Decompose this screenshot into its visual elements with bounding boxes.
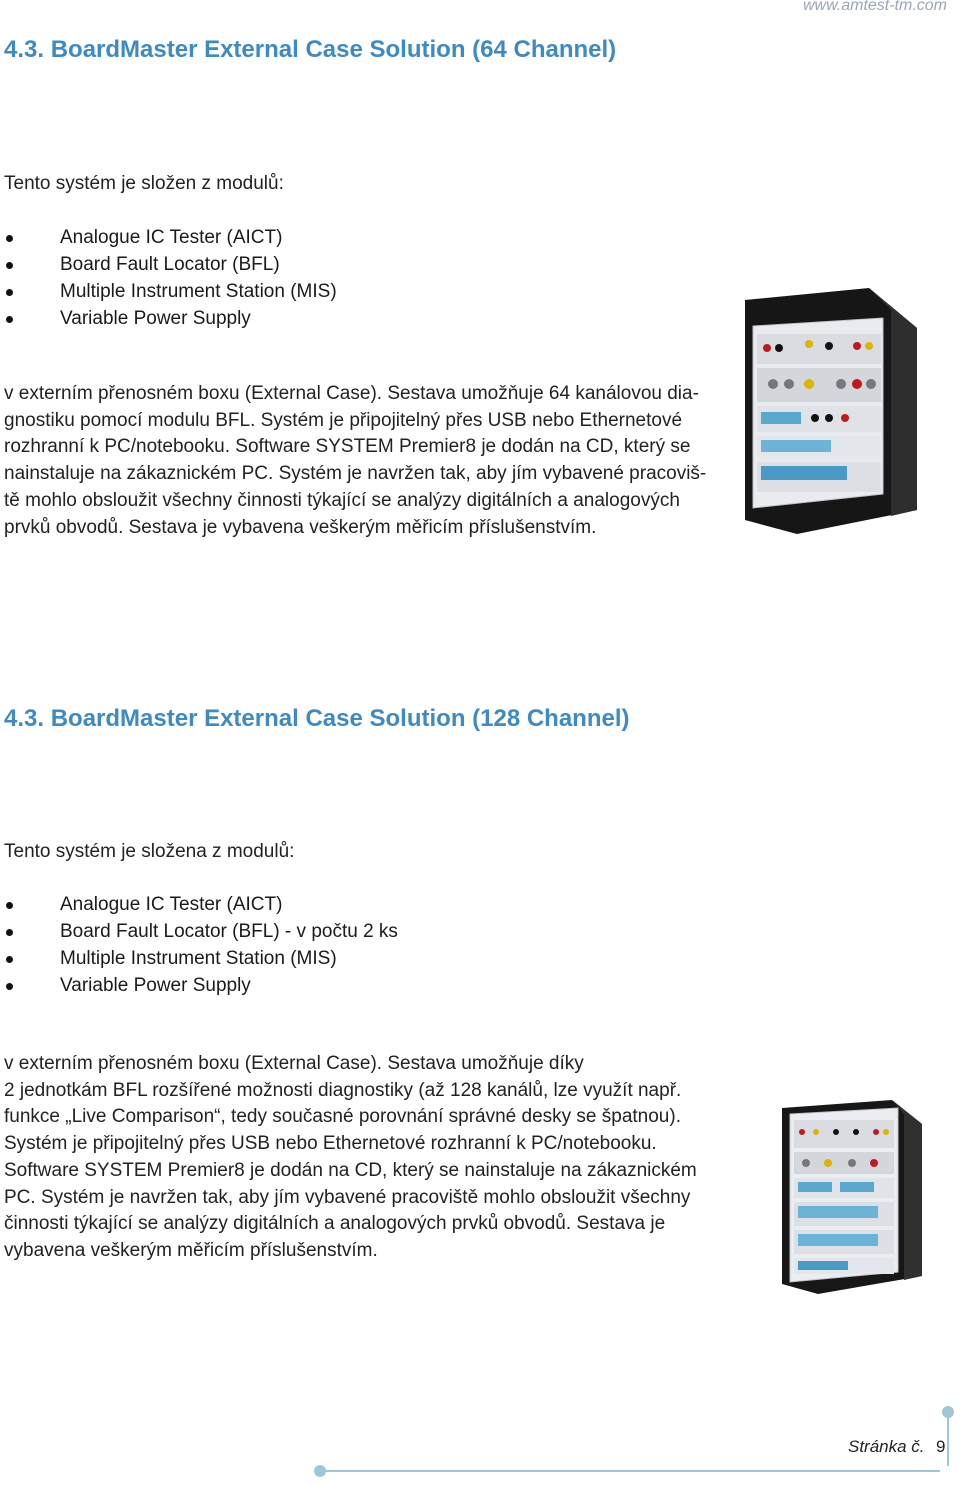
- module-list: [0, 224, 337, 332]
- list-item: Analogue IC Tester (AICT): [0, 224, 337, 251]
- module-list: [0, 891, 398, 999]
- list-item: Board Fault Locator (BFL) - v počtu 2 ks: [0, 918, 398, 945]
- section-heading-128ch: 4.3. BoardMaster External Case Solution (128 Channel): [4, 705, 630, 732]
- list-item: Variable Power Supply: [0, 305, 337, 332]
- modules-intro: Tento systém je složena z modulů:: [4, 841, 295, 862]
- page-label: Stránka č.: [848, 1437, 925, 1456]
- list-item: Multiple Instrument Station (MIS): [0, 278, 337, 305]
- website-url[interactable]: www.amtest-tm.com: [802, 0, 947, 14]
- list-item: Board Fault Locator (BFL): [0, 251, 337, 278]
- modules-intro: Tento systém je složen z modulů:: [4, 173, 284, 194]
- description-paragraph: v externím přenosném boxu (External Case). Sestava umožňuje 64 kanálovou dia- gnostiku pomocí modulu BFL. Systém je připojitelný přes USB nebo Ethernetové rozhranní k PC/notebooku. Software SYSTEM Premier8 je dodán na CD, který se nainstaluje na zákaznickém PC. Systém je navržen tak, aby jím vybavené pracoviš- tě mohlo obsloužit všechny činnosti týkající se analýzy digitálních a analogových prvků obvodů. Sestava je vybavena veškerým měřicím příslušenstvím.: [4, 383, 707, 538]
- section-heading-64ch: 4.3. BoardMaster External Case Solution (64 Channel): [4, 36, 617, 63]
- list-item: Variable Power Supply: [0, 972, 398, 999]
- external-case-64ch-image: [745, 288, 917, 536]
- list-item: Analogue IC Tester (AICT): [0, 891, 398, 918]
- list-item: Multiple Instrument Station (MIS): [0, 945, 398, 972]
- external-case-128ch-image: [782, 1100, 922, 1295]
- description-paragraph: v externím přenosném boxu (External Case). Sestava umožňuje díky 2 jednotkám BFL rozšířené možnosti diagnostiky (až 128 kanálů, lze využít např. funkce „Live Comparison“, tedy současné porovnání správné desky se špatnou). Systém je připojitelný přes USB nebo Ethernetové rozhranní k PC/notebooku. Software SYSTEM Premier8 je dodán na CD, který se nainstaluje na zákaznickém PC. Systém je navržen tak, aby jím vybavené pracoviště mohlo obsloužit všechny činnosti týkající se analýzy digitálních a analogových prvků obvodů. Sestava je vybavena veškerým měřicím příslušenstvím.: [4, 1053, 697, 1261]
- page-number: 9: [936, 1437, 946, 1456]
